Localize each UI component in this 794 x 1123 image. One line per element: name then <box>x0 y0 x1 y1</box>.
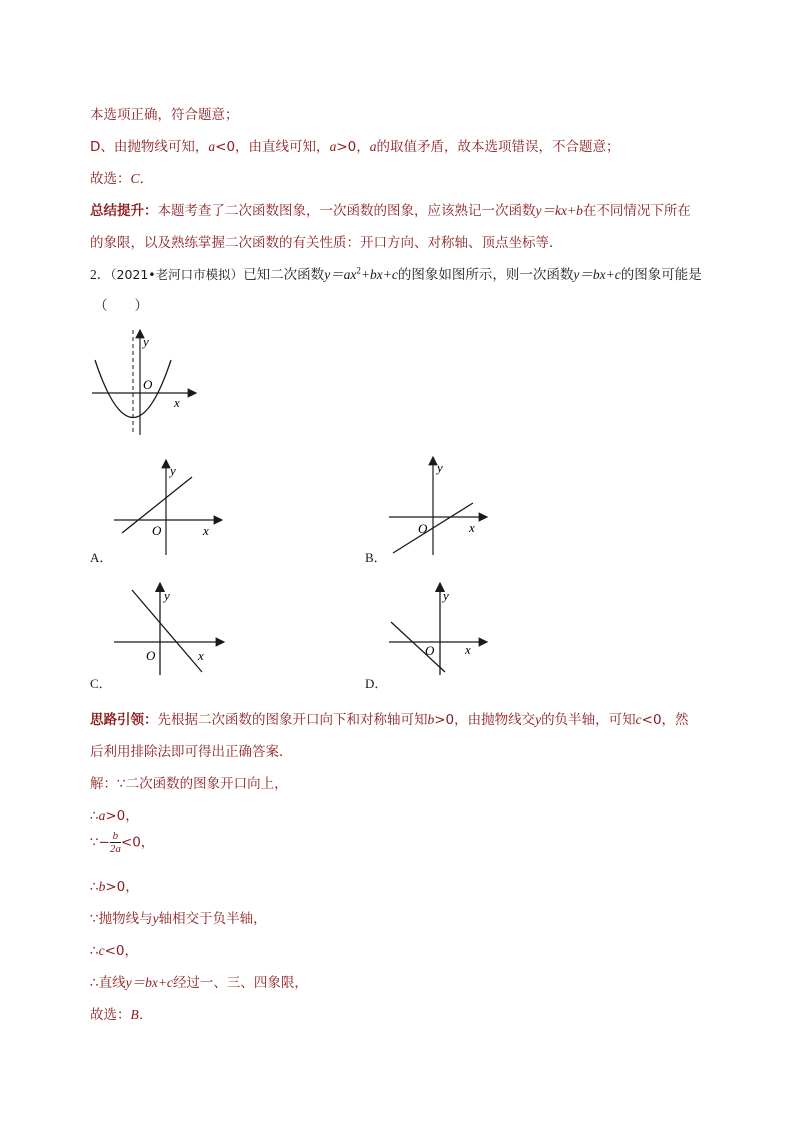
question-blank <box>94 294 148 314</box>
fraction-denominator: 2a <box>109 843 121 855</box>
answer-value: C． <box>130 171 154 186</box>
because-symbol: ∵− <box>90 834 110 851</box>
question-text2: 的图象如图所示，则一次函数 <box>397 267 574 283</box>
answer-blank: （ ） <box>94 298 148 314</box>
summary-line1 <box>90 199 691 219</box>
solution-s5-pre: ∵抛物线与 <box>90 911 153 927</box>
question-formula1-exp: 2 <box>356 265 361 276</box>
var-y: y <box>152 911 159 926</box>
prev-line2-mid1: <0，由直线可知， <box>215 139 330 155</box>
question-stem <box>90 263 702 283</box>
prev-line2-mid2: >0， <box>336 139 370 155</box>
prev-solution-line1 <box>90 103 239 123</box>
origin-label: O <box>418 521 428 536</box>
option-d-graph <box>385 580 495 675</box>
prev-solution-line2 <box>90 135 619 155</box>
x-label: x <box>198 648 204 663</box>
var-a: a <box>369 139 377 154</box>
fraction-numerator: b <box>110 830 121 843</box>
summary-label: 总结提升： <box>90 203 158 219</box>
solution-step1 <box>90 772 288 792</box>
therefore-symbol: ∴ <box>90 808 99 824</box>
solution-answer <box>90 1003 152 1023</box>
question-formula2: y＝bx+c <box>573 267 621 282</box>
solution-s7-pre: ∴直线 <box>90 975 126 991</box>
question-formula1-a: y＝ax <box>324 267 357 282</box>
question-formula1-b: +bx+c <box>360 267 398 282</box>
hint-text1: 先根据二次函数的图象开口向下和对称轴可知 <box>157 712 428 728</box>
var-b: b <box>427 712 435 727</box>
question-text3: 的图象可能是 <box>620 267 702 283</box>
origin-label: O <box>425 643 435 658</box>
origin-label: O <box>143 377 153 392</box>
question-text1: 已知二次函数 <box>243 267 325 283</box>
hint-label: 思路引领： <box>90 712 158 728</box>
answer-value: B． <box>130 1007 153 1022</box>
option-b-label[interactable]: B． <box>365 550 387 565</box>
option-c-label[interactable]: C． <box>90 676 112 691</box>
solution-step3 <box>90 830 154 855</box>
therefore-symbol: ∴ <box>90 943 99 959</box>
y-label: y <box>443 588 449 603</box>
hint-line2 <box>90 740 293 760</box>
option-a-label[interactable]: A． <box>90 550 113 565</box>
parabola-graph <box>88 325 208 440</box>
solution-step5 <box>90 907 267 927</box>
var-a: a <box>98 808 106 823</box>
therefore-symbol: ∴ <box>90 879 99 895</box>
hint-text3: 的负半轴，可知 <box>541 712 636 728</box>
y-label: y <box>170 463 176 478</box>
hint-text4: <0，然 <box>641 712 689 728</box>
prev-line2-prefix: D、由抛物线可知， <box>90 139 209 155</box>
solution-s2-post: >0， <box>105 808 139 824</box>
question-source: （2021•老河口市模拟） <box>110 267 244 282</box>
solution-s1: 解：∵二次函数的图象开口向上， <box>90 776 288 792</box>
var-y: y <box>535 712 542 727</box>
summary-text3: 的象限，以及熟练掌握二次函数的有关性质：开口方向、对称轴、顶点坐标等． <box>90 235 563 251</box>
solution-step7 <box>90 971 308 991</box>
y-label: y <box>437 460 443 475</box>
prev-line1-text: 本选项正确，符合题意； <box>90 107 239 123</box>
var-a: a <box>208 139 216 154</box>
solution-s6-post: <0， <box>104 943 138 959</box>
option-d-label[interactable]: D． <box>365 676 388 691</box>
solution-step2 <box>90 804 139 824</box>
y-label: y <box>143 334 149 349</box>
answer-prefix: 故选： <box>90 1007 131 1023</box>
question-number: 2． <box>90 267 111 282</box>
hint-line1 <box>90 708 689 728</box>
option-a-graph <box>110 455 230 555</box>
prev-line2-suffix: 的取值矛盾，故本选项错误，不合题意； <box>376 139 620 155</box>
option-d-line <box>391 622 445 672</box>
solution-step6 <box>90 939 138 959</box>
var-a: a <box>329 139 337 154</box>
summary-text1: 本题考查了二次函数图象，一次函数的图象，应该熟记一次函数 <box>157 203 536 219</box>
y-label: y <box>164 588 170 603</box>
var-c: c <box>635 712 642 727</box>
origin-label: O <box>152 523 162 538</box>
answer-prefix: 故选： <box>90 171 131 187</box>
solution-s3-post: <0， <box>120 834 155 851</box>
x-label: x <box>174 395 180 410</box>
prev-answer <box>90 167 153 187</box>
hint-text2: >0，由抛物线交 <box>434 712 536 728</box>
solution-s5-post: 轴相交于负半轴， <box>158 911 267 927</box>
solution-s4-post: >0， <box>105 879 139 895</box>
option-c-graph <box>110 580 230 675</box>
solution-step4 <box>90 875 139 895</box>
solution-s7-post: 经过一、三、四象限， <box>172 975 308 991</box>
x-label: x <box>469 520 475 535</box>
summary-formula: y＝kx+b <box>535 203 583 218</box>
var-c: c <box>98 943 105 958</box>
option-b-graph <box>385 455 495 555</box>
x-label: x <box>465 642 471 657</box>
origin-label: O <box>146 648 156 663</box>
var-b: b <box>98 879 106 894</box>
solution-s7-formula: y＝bx+c <box>125 975 173 990</box>
summary-line2 <box>90 231 563 251</box>
hint-text5: 后利用排除法即可得出正确答案． <box>90 744 293 760</box>
x-label: x <box>203 523 209 538</box>
summary-text2: 在不同情况下所在 <box>582 203 691 219</box>
fraction <box>110 830 121 855</box>
